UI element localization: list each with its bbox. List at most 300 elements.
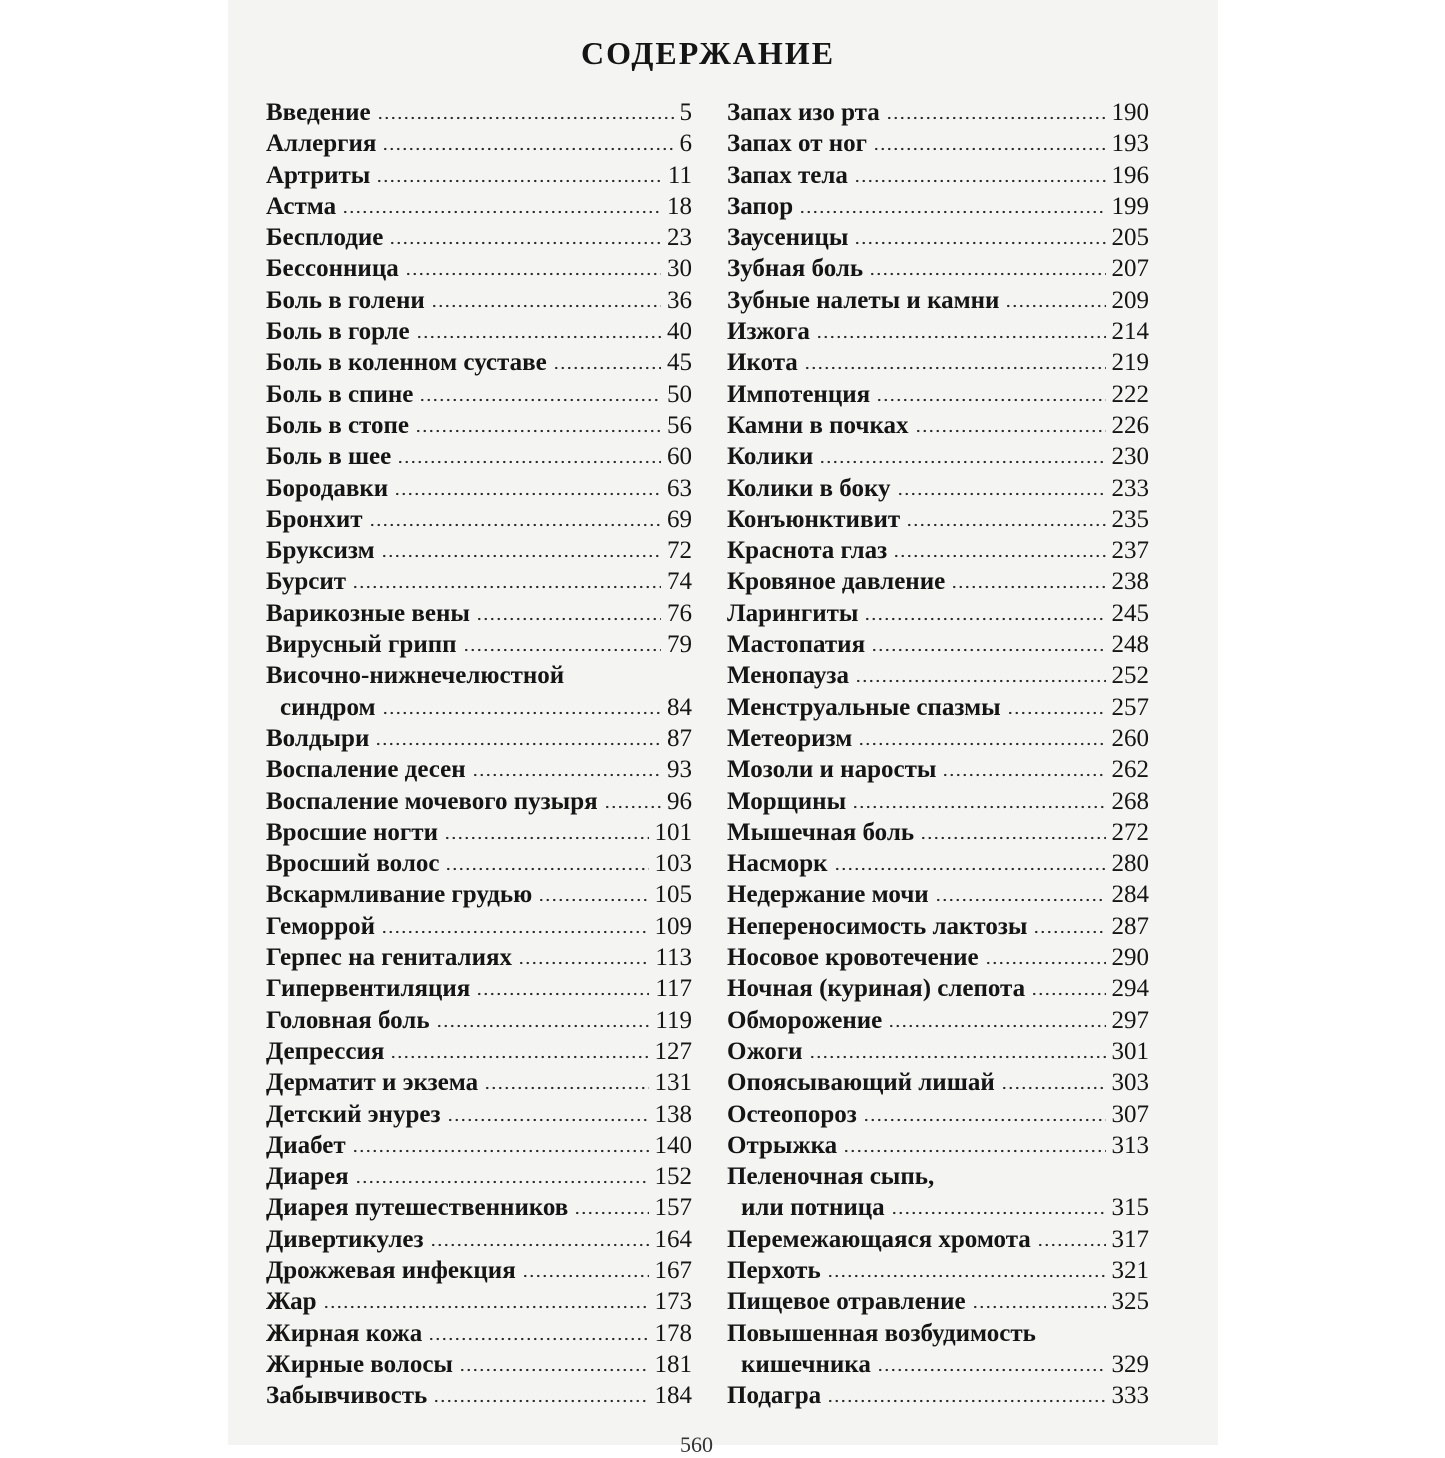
toc-entry-title: Височно-нижнечелюстной <box>266 662 565 690</box>
toc-entry-title: Диабет <box>266 1131 346 1159</box>
toc-dot-leader <box>1005 304 1105 308</box>
toc-entry <box>266 441 692 472</box>
toc-entry-page: 152 <box>654 1163 692 1191</box>
toc-entry <box>727 1067 1149 1098</box>
toc-entry-page: 60 <box>667 443 692 471</box>
toc-entry <box>727 942 1149 973</box>
toc-dot-leader <box>397 460 661 464</box>
toc-entry-title: Головная боль <box>266 1006 430 1034</box>
toc-entry <box>266 1130 692 1161</box>
toc-entry-page: 205 <box>1111 224 1149 252</box>
toc-entry-page: 214 <box>1111 318 1149 346</box>
toc-entry-page: 167 <box>654 1256 692 1284</box>
toc-dot-leader <box>888 1024 1105 1028</box>
toc-entry-page: 245 <box>1111 599 1149 627</box>
toc-dot-leader <box>463 648 661 652</box>
toc-dot-leader <box>604 805 661 809</box>
toc-entry-title: Воспаление десен <box>266 756 466 784</box>
toc-entry <box>727 629 1149 660</box>
toc-entry-page: 190 <box>1111 99 1149 126</box>
toc-entry-title: Менструальные спазмы <box>727 693 1001 721</box>
toc-dot-leader <box>834 867 1106 871</box>
toc-entry <box>727 441 1149 472</box>
toc-entry <box>727 504 1149 535</box>
toc-dot-leader <box>972 1305 1106 1309</box>
toc-entry <box>727 1255 1149 1286</box>
toc-dot-leader <box>843 1149 1105 1153</box>
toc-entry-title: Запах от ног <box>727 130 867 158</box>
toc-entry-title: Жар <box>266 1288 317 1316</box>
toc-dot-leader <box>428 1337 648 1341</box>
toc-entry <box>727 1380 1149 1411</box>
toc-dot-leader <box>893 554 1105 558</box>
toc-entry-title: Артриты <box>266 161 371 189</box>
toc-entry-page: 101 <box>654 818 692 846</box>
toc-dot-leader <box>863 1118 1106 1122</box>
toc-entry-page: 69 <box>667 505 692 533</box>
toc-entry-title: Ларингиты <box>727 599 859 627</box>
toc-dot-leader <box>381 554 661 558</box>
toc-entry <box>266 1005 692 1036</box>
toc-entry <box>727 347 1149 378</box>
toc-dot-leader <box>854 241 1105 245</box>
toc-dot-leader <box>522 1274 649 1278</box>
toc-entry-page: 119 <box>655 1006 692 1034</box>
toc-entry-title: Ожоги <box>727 1037 803 1065</box>
toc-entry <box>266 598 692 629</box>
toc-dot-leader <box>459 1368 649 1372</box>
toc-entry <box>266 786 692 817</box>
toc-entry-page: 260 <box>1111 724 1149 752</box>
toc-entry-title: Боль в голени <box>266 286 425 314</box>
toc-entry-page: 315 <box>1111 1194 1149 1222</box>
toc-entry-page: 79 <box>667 631 692 659</box>
toc-entry <box>727 1130 1149 1161</box>
toc-dot-leader <box>1037 1243 1106 1247</box>
toc-entry-title: Конъюнктивит <box>727 505 901 533</box>
toc-entry-page: 173 <box>654 1288 692 1316</box>
toc-dot-leader <box>518 961 649 965</box>
toc-entry <box>266 660 692 691</box>
toc-entry-title: Вскармливание грудью <box>266 881 533 909</box>
toc-entry-title: Морщины <box>727 787 847 815</box>
toc-entry <box>727 128 1149 159</box>
toc-entry-page: 329 <box>1111 1350 1149 1378</box>
toc-entry-title: Жирная кожа <box>266 1319 423 1347</box>
toc-entry-page: 290 <box>1111 944 1149 972</box>
toc-entry-title: Метеоризм <box>727 724 853 752</box>
toc-dot-leader <box>472 773 661 777</box>
toc-dot-leader <box>858 742 1105 746</box>
toc-entry-title: кишечника <box>741 1350 871 1378</box>
toc-entry-page: 36 <box>667 286 692 314</box>
toc-entry-page: 138 <box>654 1100 692 1128</box>
toc-entry <box>266 1224 692 1255</box>
toc-dot-leader <box>854 179 1106 183</box>
toc-dot-leader <box>1001 1086 1106 1090</box>
toc-entry <box>727 410 1149 441</box>
toc-entry <box>266 973 692 1004</box>
toc-entry-title: Камни в почках <box>727 411 909 439</box>
toc-entry <box>727 222 1149 253</box>
toc-entry-page: 84 <box>667 693 692 721</box>
toc-entry <box>727 973 1149 1004</box>
toc-entry-title: Жирные волосы <box>266 1350 453 1378</box>
toc-entry-title: Повышенная возбудимость <box>727 1319 1036 1347</box>
toc-entry-title: Депрессия <box>266 1037 385 1065</box>
toc-entry-title: Пищевое отравление <box>727 1288 966 1316</box>
toc-entry <box>266 1161 692 1192</box>
toc-entry-title: Боль в шее <box>266 443 392 471</box>
toc-entry-page: 284 <box>1111 881 1149 909</box>
toc-entry-page: 303 <box>1111 1069 1149 1097</box>
toc-dot-leader <box>985 961 1106 965</box>
toc-entry-title: Недержание мочи <box>727 881 929 909</box>
toc-entry-title: Запах тела <box>727 161 848 189</box>
toc-entry <box>727 1099 1149 1130</box>
toc-entry-title: Воспаление мочевого пузыря <box>266 787 598 815</box>
toc-dot-leader <box>799 210 1105 214</box>
toc-entry-title: Дивертикулез <box>266 1225 424 1253</box>
toc-entry-title: Боль в горле <box>266 318 410 346</box>
toc-entry-title: Аллергия <box>266 130 377 158</box>
toc-dot-leader <box>323 1305 649 1309</box>
toc-entry-page: 307 <box>1111 1100 1149 1128</box>
toc-entry-title: Перхоть <box>727 1256 821 1284</box>
toc-dot-leader <box>827 1274 1106 1278</box>
toc-entry-title: Дрожжевая инфекция <box>266 1256 516 1284</box>
toc-dot-leader <box>342 210 661 214</box>
toc-entry-page: 333 <box>1111 1382 1149 1410</box>
toc-dot-leader <box>942 773 1105 777</box>
toc-dot-leader <box>415 429 661 433</box>
toc-dot-leader <box>484 1086 648 1090</box>
toc-entry-title: Боль в спине <box>266 380 414 408</box>
toc-entry <box>727 1036 1149 1067</box>
toc-entry-page: 56 <box>667 411 692 439</box>
toc-entry-title: Зубные налеты и камни <box>727 286 1000 314</box>
toc-entry-page: 301 <box>1111 1037 1149 1065</box>
toc-dot-leader <box>447 1118 649 1122</box>
toc-entry-page: 248 <box>1111 631 1149 659</box>
toc-entry-page: 262 <box>1111 756 1149 784</box>
toc-entry-title: Менопауза <box>727 662 849 690</box>
toc-entry <box>266 347 692 378</box>
toc-entry-title: Дерматит и экзема <box>266 1069 479 1097</box>
toc-entry-title: Опоясывающий лишай <box>727 1069 995 1097</box>
toc-entry <box>727 1349 1149 1380</box>
toc-entry-title: Бурсит <box>266 568 347 596</box>
toc-entry <box>266 566 692 597</box>
toc-dot-leader <box>906 523 1105 527</box>
toc-dot-leader <box>375 742 661 746</box>
toc-entry-page: 325 <box>1111 1288 1149 1316</box>
toc-entry-page: 272 <box>1111 818 1149 846</box>
toc-entry-page: 257 <box>1111 693 1149 721</box>
toc-entry-title: Заусеницы <box>727 224 849 252</box>
toc-dot-leader <box>920 836 1105 840</box>
toc-entry <box>727 535 1149 566</box>
toc-dot-leader <box>819 460 1105 464</box>
toc-entry-title: Носовое кровотечение <box>727 944 979 972</box>
toc-dot-leader <box>852 805 1105 809</box>
toc-entry-page: 297 <box>1111 1006 1149 1034</box>
toc-entry-page: 11 <box>667 161 692 189</box>
toc-entry <box>266 1380 692 1411</box>
toc-entry <box>266 692 692 723</box>
toc-entry-page: 23 <box>667 224 692 252</box>
toc-dot-leader <box>416 335 661 339</box>
toc-dot-leader <box>381 930 648 934</box>
toc-entry-title: Астма <box>266 192 337 220</box>
toc-entry-title: или потница <box>741 1194 885 1222</box>
toc-entry <box>266 535 692 566</box>
toc-entry-title: Изжога <box>727 318 810 346</box>
toc-dot-leader <box>816 335 1106 339</box>
toc-dot-leader <box>433 1399 648 1403</box>
toc-entry-page: 109 <box>654 912 692 940</box>
toc-entry <box>266 817 692 848</box>
toc-entry <box>727 97 1149 128</box>
toc-entry-title: Мастопатия <box>727 631 866 659</box>
toc-entry <box>727 879 1149 910</box>
toc-entry-page: 237 <box>1111 537 1149 565</box>
toc-entry-page: 178 <box>654 1319 692 1347</box>
toc-entry-page: 313 <box>1111 1131 1149 1159</box>
toc-entry <box>266 285 692 316</box>
toc-dot-leader <box>935 898 1106 902</box>
toc-entry-page: 113 <box>655 944 692 972</box>
toc-entry-page: 219 <box>1111 349 1149 377</box>
toc-dot-leader <box>897 492 1106 496</box>
toc-entry <box>727 379 1149 410</box>
toc-entry <box>727 817 1149 848</box>
toc-dot-leader <box>951 585 1105 589</box>
toc-dot-leader <box>394 492 661 496</box>
toc-entry-page: 30 <box>667 255 692 283</box>
toc-entry <box>266 1286 692 1317</box>
toc-dot-leader <box>382 711 661 715</box>
toc-entry <box>266 1067 692 1098</box>
toc-entry-page: 252 <box>1111 662 1149 690</box>
toc-dot-leader <box>369 523 661 527</box>
toc-entry <box>727 1286 1149 1317</box>
toc-entry-page: 230 <box>1111 443 1149 471</box>
toc-dot-leader <box>876 398 1105 402</box>
toc-entry <box>266 629 692 660</box>
toc-entry-title: Детский энурез <box>266 1100 441 1128</box>
toc-entry <box>266 379 692 410</box>
toc-entry-page: 287 <box>1111 912 1149 940</box>
toc-dot-leader <box>389 241 661 245</box>
toc-entry-title: Икота <box>727 349 798 377</box>
toc-dot-leader <box>445 867 648 871</box>
toc-entry-page: 40 <box>667 318 692 346</box>
toc-entry-title: Непереносимость лактозы <box>727 912 1028 940</box>
toc-dot-leader <box>476 617 661 621</box>
toc-entry <box>266 848 692 879</box>
toc-entry <box>727 692 1149 723</box>
toc-entry <box>266 410 692 441</box>
toc-dot-leader <box>352 585 661 589</box>
toc-entry-page: 93 <box>667 756 692 784</box>
toc-entry <box>266 222 692 253</box>
toc-entry <box>266 253 692 284</box>
toc-entry-page: 6 <box>679 130 692 158</box>
toc-dot-leader <box>419 398 661 402</box>
toc-entry-title: Запор <box>727 192 794 220</box>
toc-entry <box>727 1192 1149 1223</box>
toc-entry-title: синдром <box>280 693 376 721</box>
toc-left-column <box>266 97 692 1411</box>
toc-entry-page: 18 <box>667 192 692 220</box>
toc-dot-leader <box>809 1055 1106 1059</box>
toc-dot-leader <box>804 366 1106 370</box>
toc-entry <box>727 253 1149 284</box>
toc-entry-title: Бесплодие <box>266 224 384 252</box>
toc-entry-title: Забывчивость <box>266 1382 428 1410</box>
toc-entry-title: Диарея путешественников <box>266 1194 569 1222</box>
toc-entry-title: Вросший волос <box>266 850 440 878</box>
toc-entry <box>727 473 1149 504</box>
toc-entry-title: Волдыри <box>266 724 370 752</box>
toc-entry-page: 222 <box>1111 380 1149 408</box>
toc-entry-title: Геморрой <box>266 912 376 940</box>
toc-entry-page: 157 <box>654 1194 692 1222</box>
toc-dot-leader <box>891 1211 1106 1215</box>
toc-entry-title: Вросшие ногти <box>266 818 438 846</box>
toc-entry-page: 164 <box>654 1225 692 1253</box>
toc-entry <box>266 1036 692 1067</box>
toc-entry-title: Запах изо рта <box>727 99 880 126</box>
toc-entry-page: 196 <box>1111 161 1149 189</box>
toc-right-column <box>727 97 1149 1411</box>
toc-entry <box>266 754 692 785</box>
toc-dot-leader <box>1007 711 1106 715</box>
toc-entry-page: 207 <box>1111 255 1149 283</box>
toc-entry-page: 140 <box>654 1131 692 1159</box>
toc-entry-page: 74 <box>667 568 692 596</box>
toc-entry <box>727 1161 1149 1192</box>
toc-entry-page: 209 <box>1111 286 1149 314</box>
toc-entry-title: Бессонница <box>266 255 399 283</box>
toc-entry <box>727 660 1149 691</box>
toc-entry-title: Бруксизм <box>266 537 375 565</box>
toc-entry-page: 103 <box>654 850 692 878</box>
toc-entry-title: Боль в стопе <box>266 411 409 439</box>
toc-entry-page: 193 <box>1111 130 1149 158</box>
toc-entry-title: Мышечная боль <box>727 818 915 846</box>
toc-entry <box>727 848 1149 879</box>
toc-entry-page: 199 <box>1111 192 1149 220</box>
toc-entry-title: Мозоли и наросты <box>727 756 937 784</box>
toc-dot-leader <box>382 147 673 151</box>
toc-entry-title: Обморожение <box>727 1006 883 1034</box>
toc-dot-leader <box>877 1368 1106 1372</box>
toc-entry-title: Подагра <box>727 1382 822 1410</box>
toc-entry-page: 96 <box>667 787 692 815</box>
toc-entry-title: Импотенция <box>727 380 871 408</box>
toc-entry-page: 131 <box>654 1069 692 1097</box>
toc-entry-page: 87 <box>667 724 692 752</box>
toc-entry-title: Насморк <box>727 850 828 878</box>
toc-entry <box>727 1005 1149 1036</box>
toc-entry <box>727 160 1149 191</box>
toc-entry-page: 127 <box>654 1037 692 1065</box>
toc-entry <box>266 97 692 128</box>
toc-entry <box>266 473 692 504</box>
toc-dot-leader <box>436 1024 650 1028</box>
toc-entry-title: Кровяное давление <box>727 568 946 596</box>
toc-entry-page: 5 <box>679 99 692 126</box>
toc-entry-title: Введение <box>266 99 371 126</box>
toc-entry-page: 117 <box>655 975 692 1003</box>
toc-entry-page: 184 <box>654 1382 692 1410</box>
toc-dot-leader <box>538 898 648 902</box>
toc-dot-leader <box>431 304 661 308</box>
toc-entry <box>727 1224 1149 1255</box>
toc-entry-title: Пеленочная сыпь, <box>727 1163 935 1191</box>
toc-entry <box>727 191 1149 222</box>
toc-entry-page: 50 <box>667 380 692 408</box>
toc-dot-leader <box>430 1243 649 1247</box>
toc-dot-leader <box>1033 930 1105 934</box>
toc-entry-page: 294 <box>1111 975 1149 1003</box>
toc-dot-leader <box>574 1211 648 1215</box>
toc-entry-title: Отрыжка <box>727 1131 838 1159</box>
toc-entry <box>727 723 1149 754</box>
toc-entry-page: 280 <box>1111 850 1149 878</box>
toc-dot-leader <box>376 179 662 183</box>
toc-entry-page: 76 <box>667 599 692 627</box>
toc-entry <box>266 911 692 942</box>
toc-entry <box>727 786 1149 817</box>
toc-entry-title: Герпес на гениталиях <box>266 944 512 972</box>
toc-entry-title: Гипервентиляция <box>266 975 471 1003</box>
toc-dot-leader <box>390 1055 648 1059</box>
toc-entry <box>727 566 1149 597</box>
page-title: СОДЕРЖАНИЕ <box>580 35 836 72</box>
toc-entry-page: 105 <box>654 881 692 909</box>
toc-entry-title: Остеопороз <box>727 1100 857 1128</box>
toc-dot-leader <box>873 147 1106 151</box>
toc-dot-leader <box>871 648 1105 652</box>
toc-entry-title: Зубная боль <box>727 255 864 283</box>
toc-dot-leader <box>869 272 1105 276</box>
toc-entry <box>266 1349 692 1380</box>
toc-entry-title: Диарея <box>266 1163 349 1191</box>
toc-entry-page: 226 <box>1111 411 1149 439</box>
toc-entry-page: 72 <box>667 537 692 565</box>
toc-dot-leader <box>864 617 1105 621</box>
toc-dot-leader <box>855 679 1106 683</box>
toc-dot-leader <box>476 992 649 996</box>
toc-entry <box>727 598 1149 629</box>
toc-dot-leader <box>377 116 674 120</box>
toc-dot-leader <box>405 272 661 276</box>
toc-entry-title: Бородавки <box>266 474 389 502</box>
toc-entry <box>266 504 692 535</box>
toc-dot-leader <box>355 1180 649 1184</box>
toc-dot-leader <box>1031 992 1105 996</box>
toc-entry <box>266 942 692 973</box>
toc-entry <box>266 316 692 347</box>
toc-entry <box>266 879 692 910</box>
toc-entry-page: 63 <box>667 474 692 502</box>
toc-entry <box>266 191 692 222</box>
toc-entry-page: 45 <box>667 349 692 377</box>
toc-entry <box>266 1192 692 1223</box>
